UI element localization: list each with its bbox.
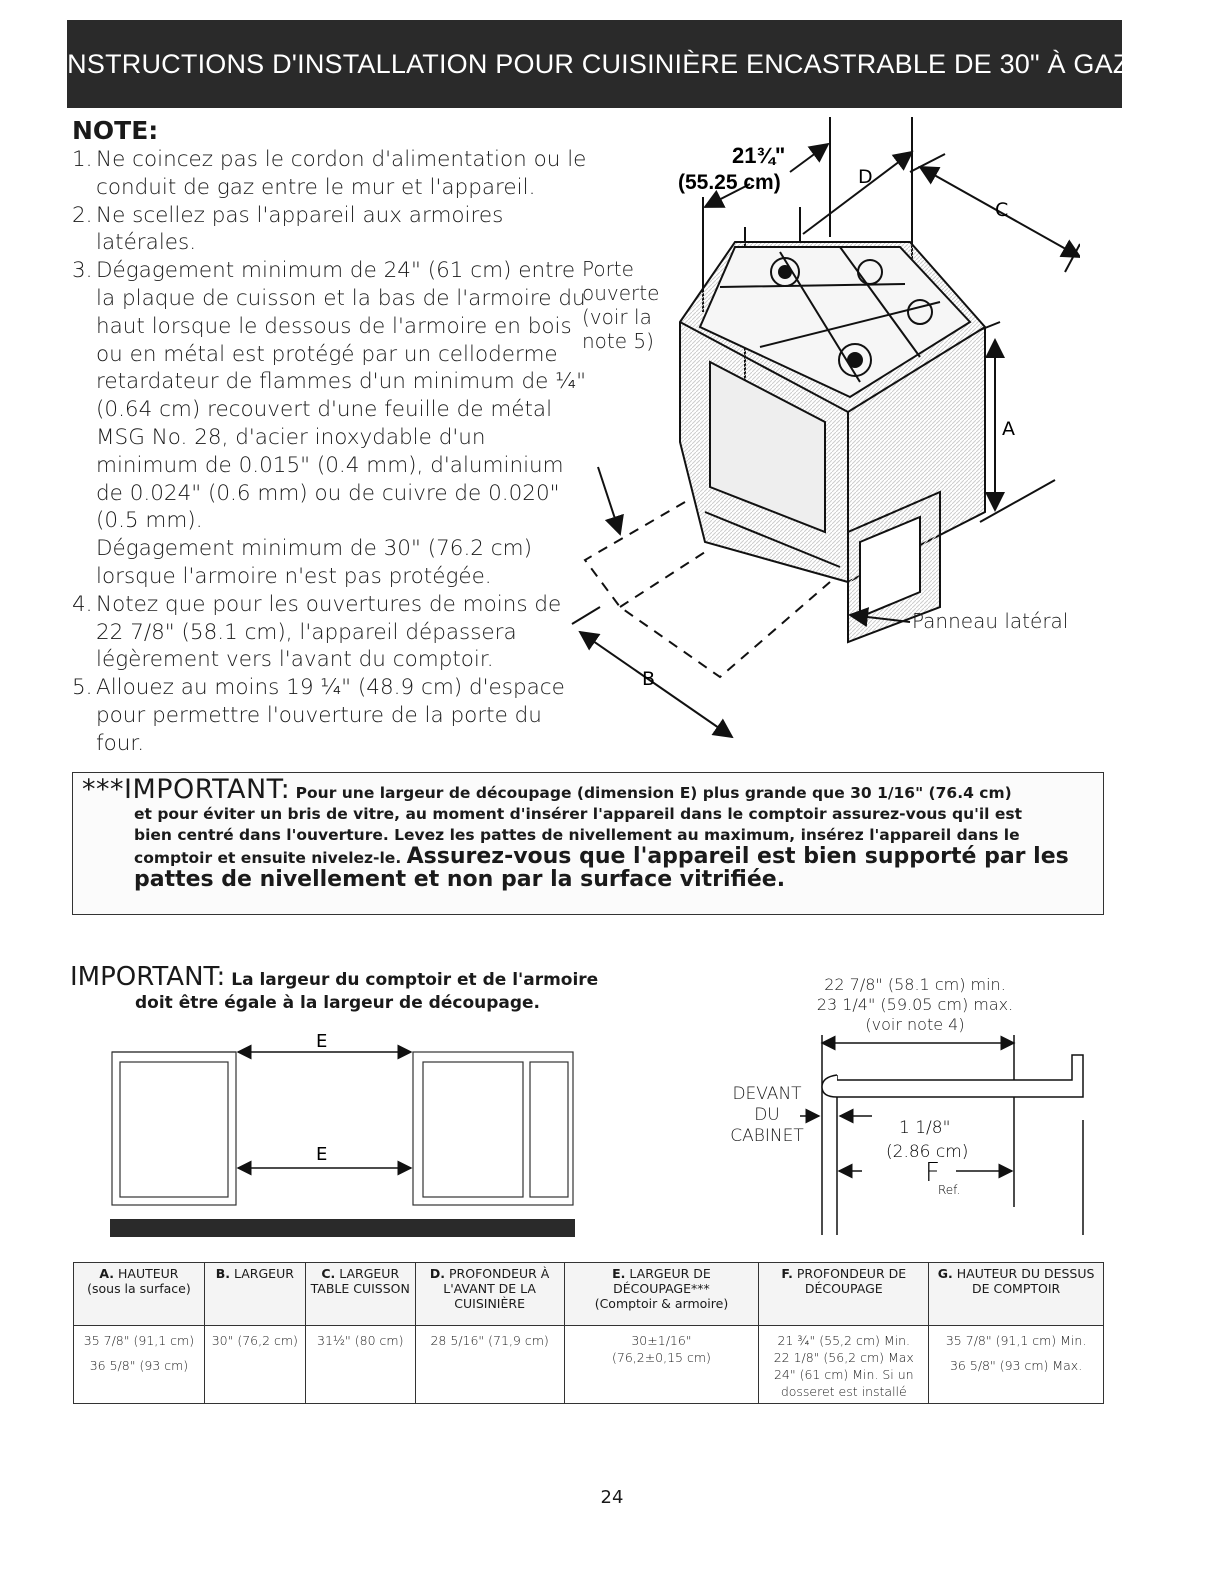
- label-e-top: E: [316, 1032, 328, 1052]
- lip-inches: 1 1/8": [899, 1118, 951, 1138]
- page-title: INSTRUCTIONS D'INSTALLATION POUR CUISINIÈRE ENCASTRABLE DE 30" À GAZ: [59, 48, 1130, 79]
- label-f-ref: Ref.: [938, 1183, 961, 1197]
- cabinet-front-label: DEVANT DU CABINET: [730, 1084, 804, 1146]
- note-item-2: 2. Ne scellez pas l'appareil aux armoires latérales.: [72, 202, 504, 256]
- depth-label-cm: (55.25 cm): [678, 171, 781, 194]
- note-item-3: 3. Dégagement minimum de 24" (61 cm) entre la plaque de cuisson et la bas de l'armoire du haut lorsque le dessous de l'armoire en bois ou en métal est protégé par un celloderme retardateur de flammes d'un minimum de ¼" (0.64 cm) recouvert d'une feuille de métal MSG No. 28, d'acier inoxydable d'un minimum de 0.015" (0.4 mm), d'aluminium de 0.024" (0.6 mm) ou de cuivre de 0.020" (0.5 mm). Dégagement minimum de 30" (76.2 cm) lorsque l'armoire n'est pas protégée.: [72, 257, 592, 591]
- note-item-3-extra: Dégagement minimum de 30" (76.2 cm) lorsque l'armoire n'est pas protégée.: [96, 536, 532, 589]
- door-note: Porte ouverte (voir la note 5): [582, 257, 660, 353]
- col-header-d: D. PROFONDEUR À L'AVANT DE LA CUISINIÈRE: [415, 1263, 564, 1326]
- note-item-5: 5. Allouez au moins 19 ¼" (48.9 cm) d'espace pour permettre l'ouverture de la porte du four.: [72, 675, 565, 756]
- label-c: C: [995, 199, 1009, 221]
- counter-dimensions: 22 7/8" (58.1 cm) min. 23 1/4" (59.05 cm) max. (voir note 4): [816, 975, 1014, 1034]
- label-d: D: [858, 166, 873, 188]
- lip-cm: (2.86 cm): [886, 1142, 969, 1162]
- col-header-a: A. HAUTEUR (sous la surface): [74, 1263, 205, 1326]
- label-a: A: [1002, 418, 1015, 440]
- page-number: 24: [600, 1487, 624, 1508]
- label-f: F: [925, 1158, 940, 1188]
- cabinet-diagram: [110, 1032, 575, 1242]
- important-text: ***IMPORTANT: Pour une largeur de découpage (dimension E) plus grande que 30 1/16" (76.4 cm) et pour éviter un bris de vitre, au moment d'insérer l'appareil dans le comptoir assurez-vous qu'il est bien centré dans l'ouverture. Levez les pattes de nivellement au maximum, insérez l'appareil dans le comptoir et ensuite nivelez-le. Assurez-vous que l'appareil est bien supporté par les pattes de nivellement et non par la surface vitrifiée.: [82, 774, 1069, 892]
- range-illustration: [680, 242, 985, 642]
- cell-g: 35 7/8" (91,1 cm) Min. 36 5/8" (93 cm) Max.: [929, 1326, 1104, 1404]
- important-cabinet-note: IMPORTANT: La largeur du comptoir et de l'armoire doit être égale à la largeur de découpage.: [70, 962, 599, 1013]
- cell-e: 30±1/16" (76,2±0,15 cm): [564, 1326, 759, 1404]
- dimensions-table: [73, 1262, 1104, 1404]
- col-header-g: G. HAUTEUR DU DESSUS DE COMPTOIR: [929, 1263, 1104, 1326]
- page-header: [59, 20, 1130, 108]
- cell-c: 31½" (80 cm): [305, 1326, 415, 1404]
- cell-a: 35 7/8" (91,1 cm) 36 5/8" (93 cm): [74, 1326, 205, 1404]
- col-header-e: E. LARGEUR DE DÉCOUPAGE*** (Comptoir & armoire): [564, 1263, 759, 1326]
- note-title: NOTE:: [72, 116, 159, 145]
- depth-label-inches: 21¾": [732, 143, 786, 168]
- label-b: B: [642, 668, 656, 690]
- cell-d: 28 5/16" (71,9 cm): [415, 1326, 564, 1404]
- col-header-b: B. LARGEUR: [204, 1263, 305, 1326]
- counter-diagram: [800, 1035, 1095, 1240]
- col-header-c: C. LARGEUR TABLE CUISSON: [305, 1263, 415, 1326]
- side-panel-label: Panneau latéral: [912, 609, 1069, 633]
- table-header-row: [74, 1263, 1104, 1326]
- table-row: [74, 1326, 1104, 1404]
- notes-list: [72, 146, 592, 758]
- col-header-f: F. PROFONDEUR DE DÉCOUPAGE: [759, 1263, 929, 1326]
- note-item-4: 4. Notez que pour les ouvertures de moins de 22 7/8" (58.1 cm), l'appareil dépassera légèrement vers l'avant du comptoir.: [72, 591, 562, 673]
- note-item-1: 1. Ne coincez pas le cordon d'alimentation ou le conduit de gaz entre le mur et l'appareil.: [72, 147, 587, 200]
- label-e-bottom: E: [316, 1144, 328, 1165]
- cell-b: 30" (76,2 cm): [204, 1326, 305, 1404]
- cell-f: 21 ¾" (55,2 cm) Min. 22 1/8" (56,2 cm) Max 24" (61 cm) Min. Si un dosseret est installé: [759, 1326, 929, 1404]
- range-diagram: [560, 112, 1080, 752]
